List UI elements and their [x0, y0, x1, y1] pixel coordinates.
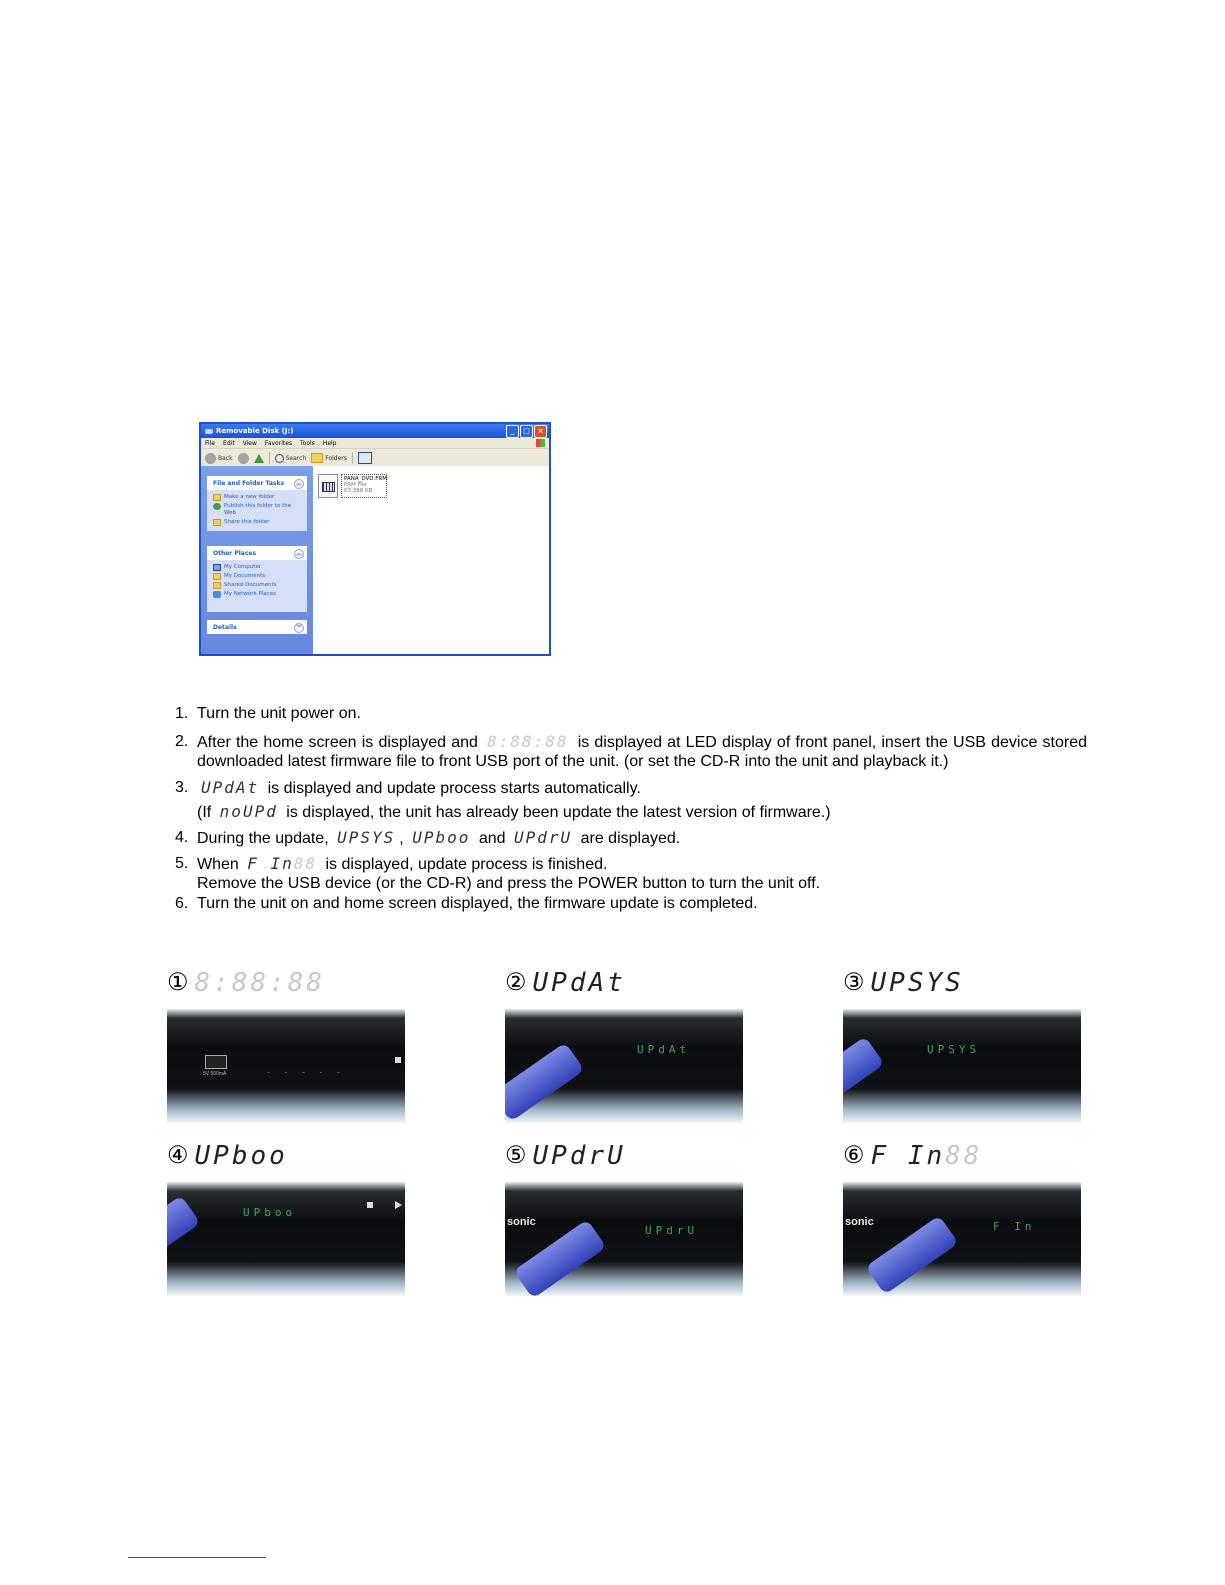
step-text-part: is displayed, update process is finished. — [325, 856, 608, 873]
photo-caption — [167, 968, 325, 998]
port-label: 5V 500mA — [203, 1071, 227, 1077]
expand-chevron-icon[interactable]: ︾ — [294, 623, 304, 633]
led-display-text: F In — [993, 1220, 1036, 1233]
device-photo — [843, 1009, 1081, 1123]
place-label: My Documents — [224, 573, 266, 579]
drive-icon — [205, 429, 213, 434]
seg-unlit: 88 — [945, 1141, 983, 1171]
step-text-part: (If — [197, 804, 212, 821]
device-photo — [167, 1182, 405, 1296]
folder-icon — [213, 573, 221, 580]
device-photo — [505, 1182, 743, 1296]
back-label: Back — [218, 454, 233, 462]
brand-logo: sonic — [845, 1216, 874, 1228]
folder-icon — [213, 582, 221, 589]
led-segment-code: UPboo — [194, 1141, 288, 1171]
panel-header[interactable] — [207, 620, 307, 634]
device-photo — [505, 1009, 743, 1123]
led-display-text: UPSYS — [927, 1043, 981, 1056]
menu-favorites[interactable]: Favorites — [264, 439, 293, 447]
place-my-computer[interactable] — [207, 563, 307, 572]
stop-icon — [395, 1057, 401, 1063]
led-display-text: UPdAt — [637, 1043, 691, 1056]
brand-logo: sonic — [507, 1216, 536, 1228]
computer-icon — [213, 564, 221, 571]
task-publish-web[interactable] — [207, 502, 307, 518]
step-text-part: is displayed and update process starts automatically. — [267, 780, 641, 797]
task-label: Share this folder — [224, 519, 270, 525]
panel-title: Other Places — [213, 549, 257, 557]
file-folder-tasks-panel — [207, 476, 307, 531]
collapse-chevron-icon[interactable]: ︽ — [294, 549, 304, 559]
globe-icon — [213, 503, 221, 510]
step-text: Turn the unit on and home screen displayed, the firmware update is completed. — [197, 895, 758, 912]
led-dots: - - - - - — [267, 1067, 346, 1077]
circled-number: ② — [505, 969, 527, 996]
menu-bar — [201, 438, 549, 449]
seg-lit: F In — [247, 854, 294, 873]
led-segment-code: UPdrU — [532, 1141, 626, 1171]
step-text-part: is displayed at LED display of front panel, insert the USB device stored downloaded latest firmware file to front USB port of the unit. (or set the CD-R into the unit and playback it.) — [197, 734, 1087, 770]
led-display-text: UPdrU — [645, 1224, 699, 1237]
panel-header[interactable] — [207, 476, 307, 490]
led-segment-code: UPdAt — [532, 968, 626, 998]
panel-title: File and Folder Tasks — [213, 479, 285, 487]
file-size: 63,388 KB — [344, 488, 373, 494]
details-panel — [207, 620, 307, 634]
step-text-part: and — [478, 830, 506, 847]
seg-unlit: 88 — [293, 854, 318, 873]
led-segment-code: noUPd — [219, 802, 278, 821]
toolbar-separator — [269, 452, 270, 464]
step-text-part: Remove the USB device (or the CD-R) and press the POWER button to turn the unit off. — [197, 875, 821, 892]
folder-icon — [213, 494, 221, 501]
menu-file[interactable]: File — [205, 439, 216, 447]
search-icon — [275, 454, 284, 463]
back-arrow-icon — [205, 453, 216, 464]
step-text-part: , — [399, 830, 404, 847]
panel-header[interactable] — [207, 546, 307, 560]
place-label: My Network Places — [224, 591, 276, 597]
photo-caption — [167, 1141, 288, 1171]
step-text — [197, 854, 1087, 893]
device-photo — [843, 1182, 1081, 1296]
toolbar-separator — [352, 452, 353, 464]
menu-help[interactable]: Help — [322, 439, 337, 447]
up-folder-icon[interactable] — [254, 454, 264, 463]
explorer-titlebar[interactable] — [201, 424, 549, 438]
stop-icon — [367, 1202, 373, 1208]
step-text-part: During the update, — [197, 830, 329, 847]
other-places-panel — [207, 546, 307, 612]
folders-label: Folders — [325, 454, 347, 462]
step-number: 2. — [175, 733, 189, 750]
step-text — [197, 732, 1087, 771]
circled-number: ④ — [167, 1142, 189, 1169]
step-text — [197, 802, 1087, 822]
share-folder-icon — [213, 519, 221, 526]
minimize-button[interactable]: _ — [506, 425, 519, 438]
menu-tools[interactable]: Tools — [300, 439, 315, 447]
file-list — [313, 466, 549, 654]
task-label: Publish this folder to the Web — [224, 503, 292, 516]
step-text-part: After the home screen is displayed and — [197, 734, 478, 751]
led-segment-code — [871, 1141, 983, 1171]
led-segment-code: UPboo — [412, 828, 471, 847]
menu-view[interactable]: View — [242, 439, 257, 447]
photo-caption — [505, 1141, 626, 1171]
led-segment-code: 8:88:88 — [194, 968, 326, 998]
window-title: Removable Disk (J:) — [216, 427, 294, 435]
step-number: 6. — [175, 895, 189, 912]
photo-caption — [843, 1141, 982, 1171]
place-label: Shared Documents — [224, 582, 277, 588]
menu-edit[interactable]: Edit — [223, 439, 235, 447]
led-display-text: UPboo — [243, 1206, 297, 1219]
led-segment-code — [243, 854, 321, 873]
step-text: Turn the unit power on. — [197, 705, 361, 722]
search-label: Search — [285, 454, 307, 462]
step-number: 5. — [175, 855, 189, 872]
usb-stick — [513, 1219, 606, 1296]
led-segment-code: UPSYS — [337, 828, 396, 847]
place-shared-documents[interactable] — [207, 581, 307, 590]
photo-caption — [843, 968, 964, 998]
file-name: PANA_DVD.FRM — [344, 476, 387, 482]
place-label: My Computer — [224, 564, 262, 570]
usb-stick — [843, 1036, 885, 1115]
place-network-places[interactable] — [207, 590, 307, 599]
usb-stick — [167, 1195, 201, 1274]
explorer-window — [199, 422, 551, 656]
photo-caption — [505, 968, 626, 998]
led-segment-code: UPSYS — [870, 968, 964, 998]
close-button[interactable]: × — [534, 425, 547, 438]
usb-port — [205, 1055, 227, 1069]
task-label: Make a new folder — [224, 494, 275, 500]
step-text-part: are displayed. — [580, 830, 681, 847]
footer-link-line — [128, 1557, 266, 1558]
step-text — [197, 828, 1087, 848]
step-number: 3. — [175, 779, 189, 796]
panel-title: Details — [213, 623, 237, 631]
device-photo — [167, 1009, 405, 1123]
step-text-part: When — [197, 856, 239, 873]
task-make-folder[interactable] — [207, 493, 307, 502]
place-my-documents[interactable] — [207, 572, 307, 581]
file-info — [341, 474, 387, 498]
file-type: FRM File — [344, 482, 367, 488]
step-text-part: is displayed, the unit has already been update the latest version of firmware.) — [286, 804, 831, 821]
back-button[interactable] — [205, 453, 233, 464]
forward-button[interactable] — [238, 453, 249, 464]
network-icon — [213, 591, 221, 598]
play-icon — [395, 1201, 402, 1209]
folders-button[interactable] — [311, 453, 347, 463]
search-button[interactable] — [275, 454, 307, 463]
frm-file-icon — [318, 474, 338, 498]
file-item[interactable] — [318, 474, 387, 498]
step-number: 1. — [175, 705, 189, 722]
task-pane — [201, 466, 313, 654]
circled-number: ① — [167, 969, 189, 996]
seg-lit: F In — [870, 1141, 946, 1171]
task-share-folder[interactable] — [207, 518, 307, 527]
usb-stick — [865, 1215, 958, 1294]
circled-number: ⑤ — [505, 1142, 527, 1169]
views-button[interactable] — [358, 452, 372, 464]
step-text — [197, 778, 1087, 798]
folders-icon — [311, 453, 323, 463]
led-segment-code: UPdrU — [513, 828, 573, 847]
collapse-chevron-icon[interactable]: ︽ — [294, 479, 304, 489]
circled-number: ⑥ — [843, 1142, 865, 1169]
circled-number: ③ — [843, 969, 865, 996]
led-segment-code: UPdAt — [201, 778, 260, 797]
windows-logo-icon — [536, 439, 545, 447]
step-number: 4. — [175, 829, 189, 846]
maximize-button[interactable]: □ — [520, 425, 533, 438]
led-segment-code: 8:88:88 — [487, 732, 569, 751]
usb-stick — [505, 1042, 585, 1121]
